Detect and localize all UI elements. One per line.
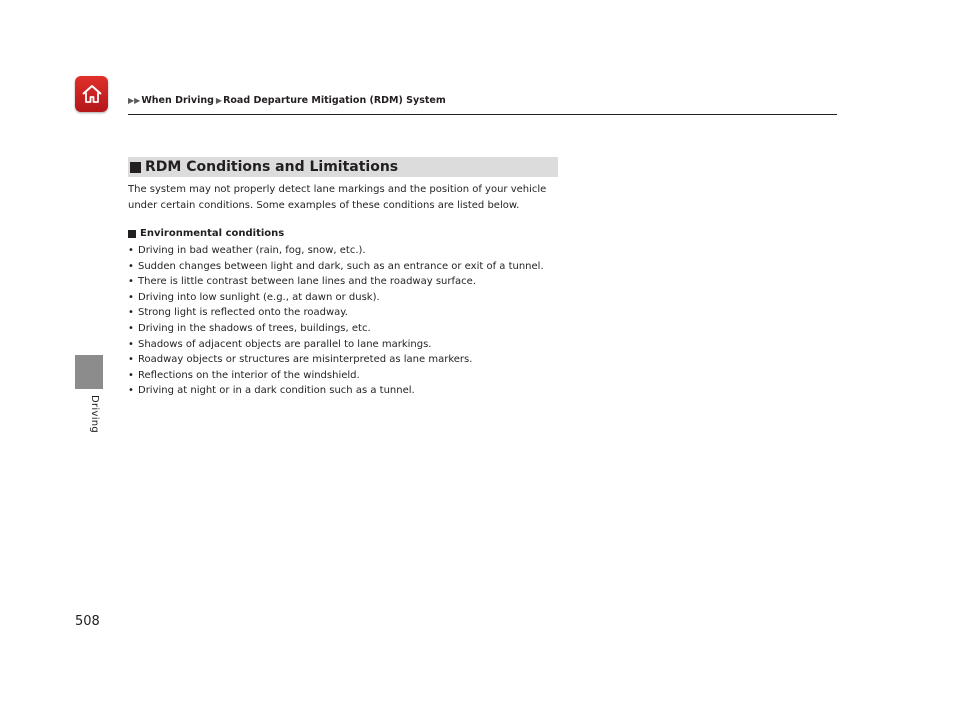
breadcrumb-item-rdm-system[interactable]: Road Departure Mitigation (RDM) System [223, 94, 446, 106]
list-item: • Driving into low sunlight (e.g., at dawn or dusk). [128, 290, 588, 306]
page-number: 508 [75, 614, 100, 629]
home-button[interactable] [75, 76, 108, 112]
list-item: • Shadows of adjacent objects are parallel to lane markings. [128, 337, 588, 353]
breadcrumb-item-when-driving[interactable]: When Driving [141, 94, 214, 106]
list-item: • There is little contrast between lane lines and the roadway surface. [128, 274, 588, 290]
breadcrumb-arrow-icon: ▶ [215, 95, 223, 105]
breadcrumb-arrow-icon: ▶▶ [128, 95, 141, 105]
breadcrumb [128, 93, 448, 107]
header-divider [128, 114, 837, 115]
list-item: • Driving in bad weather (rain, fog, snow, etc.). [128, 243, 588, 259]
conditions-list [128, 243, 588, 399]
list-item: • Sudden changes between light and dark, such as an entrance or exit of a tunnel. [128, 259, 588, 275]
intro-paragraph [128, 182, 573, 214]
square-bullet-icon [128, 230, 136, 238]
home-icon [80, 82, 104, 106]
intro-line: under certain conditions. Some examples of these conditions are listed below. [128, 200, 520, 211]
square-bullet-icon [130, 162, 141, 173]
list-item: • Reflections on the interior of the windshield. [128, 368, 588, 384]
section-heading [128, 157, 558, 177]
list-item: • Strong light is reflected onto the roadway. [128, 305, 588, 321]
subsection-heading-text: Environmental conditions [140, 228, 285, 239]
chapter-tab-marker[interactable] [75, 355, 103, 389]
subsection-heading [128, 228, 284, 239]
list-item: • Roadway objects or structures are misinterpreted as lane markers. [128, 352, 588, 368]
list-item: • Driving at night or in a dark condition such as a tunnel. [128, 383, 588, 399]
intro-line: The system may not properly detect lane markings and the position of your vehicle [128, 184, 547, 195]
list-item: • Driving in the shadows of trees, buildings, etc. [128, 321, 588, 337]
section-heading-text: RDM Conditions and Limitations [145, 159, 399, 175]
chapter-label: Driving [89, 395, 100, 434]
